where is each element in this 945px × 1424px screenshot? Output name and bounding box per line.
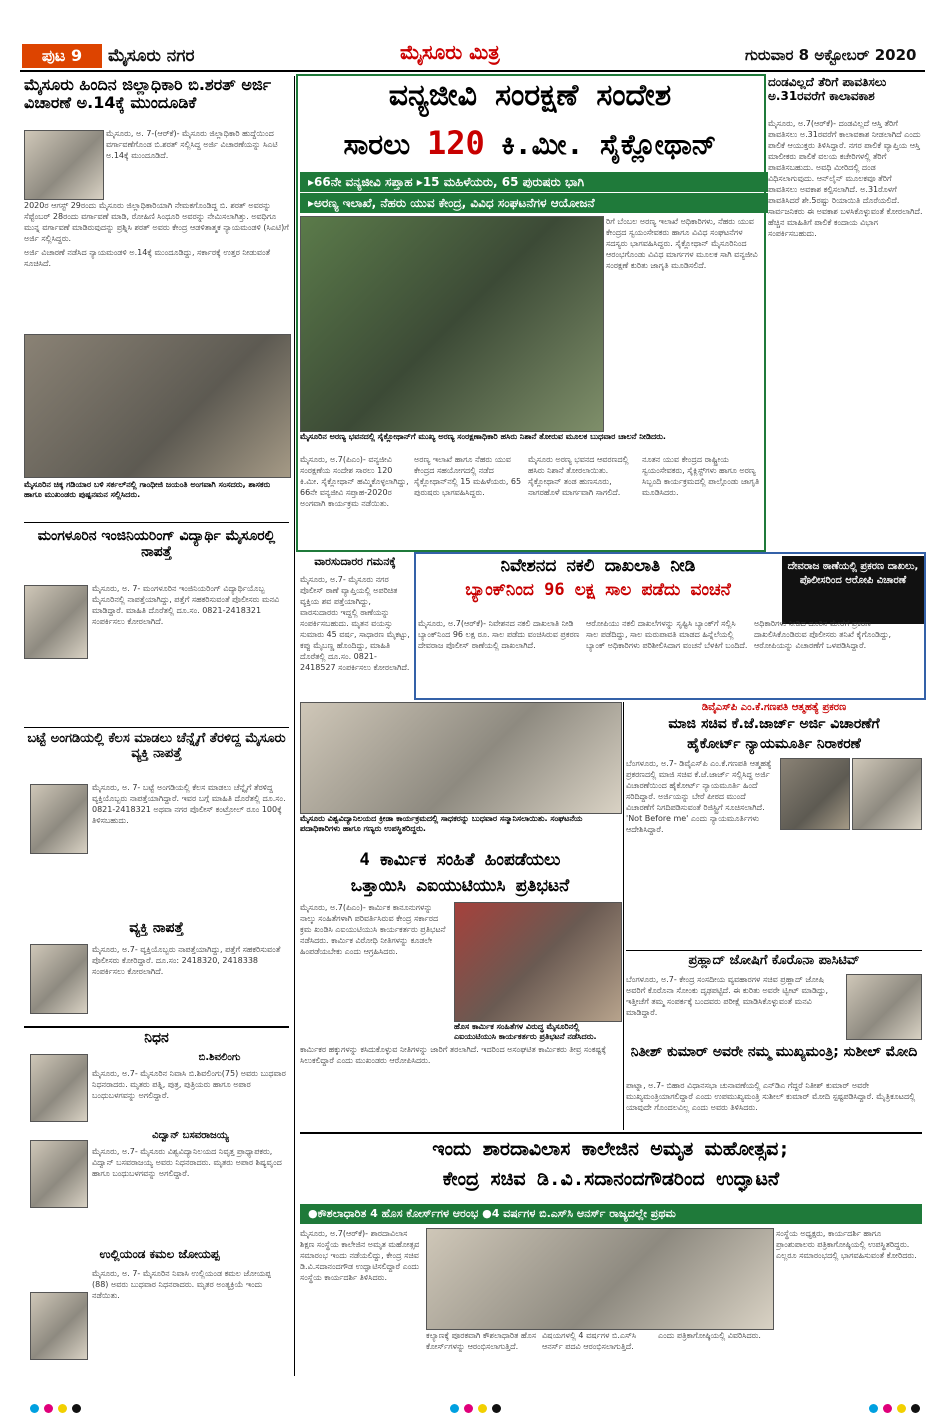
story-chennai-title: ಬಟ್ಟೆ ಅಂಗಡಿಯಲ್ಲಿ ಕೆಲಸ ಮಾಡಲು ಚೆನ್ನೈಗೆ ತೆರಳಿದ್ದ ಮೈಸೂರು ವ್ಯಕ್ತಿ ನಾಪತ್ತೆ: [27, 731, 286, 761]
george-kicker: ಡಿವೈಎಸ್‌ಪಿ ಎಂ.ಕೆ.ಗಣಪತಿ ಆತ್ಮಹತ್ಯೆ ಪ್ರಕರಣ: [701, 702, 847, 713]
tax-title: ದಂಡವಿಲ್ಲದೆ ತೆರಿಗೆ ಪಾವತಿಸಲು ಅ.31ರವರೆಗೆ ಕಾಲಾವಕಾಶ: [768, 75, 887, 103]
labour-col2: ಕಾರ್ಮಿಕರ ಹಕ್ಕುಗಳನ್ನು ಕಸಿದುಕೊಳ್ಳುವ ನೀತಿಗಳನ್ನು ಜಾರಿಗೆ ತರಲಾಗಿದೆ. ಇದರಿಂದ ಅಸಂಘಟಿತ ಕಾರ್ಮಿಕರು ತೀವ್ರ ಸಂಕಷ್ಟಕ್ಕೆ ಸಿಲುಕಲಿದ್ದಾರೆ ಎಂದು ಮುಖಂಡರು ಆರೋಪಿಸಿದರು.: [300, 1045, 607, 1065]
george-title-line2: ಹೈಕೋರ್ಟ್ ನ್ಯಾಯಮೂರ್ತಿ ನಿರಾಕರಣೆ: [687, 736, 861, 752]
obit1-name: ಬಿ.ಶಿವಲಿಂಗು: [198, 1052, 241, 1063]
fraud-story-box: [414, 552, 926, 700]
black-dot: [911, 1404, 920, 1413]
george-title-line1: ಮಾಜಿ ಸಚಿವ ಕೆ.ಜೆ.ಜಾರ್ಜ್ ಅರ್ಜಿ ವಿಚಾರಣೆಗೆ: [668, 716, 880, 732]
yellow-dot: [478, 1404, 487, 1413]
lead-highlight-bar1: ▸66ನೇ ವನ್ಯಜೀವಿ ಸಪ್ತಾಹ ▸15 ಮಹಿಳೆಯರು, 65 ಪುರುಷರು ಭಾಗಿ: [300, 172, 768, 192]
newspaper-brand: ಮೈಸೂರು ಮಿತ್ರ: [400, 40, 500, 64]
lead-col2: ಅರಣ್ಯ ಇಲಾಖೆ ಹಾಗೂ ನೆಹರು ಯುವ ಕೇಂದ್ರದ ಸಹಯೋಗದಲ್ಲಿ ನಡೆದ ಸೈಕ್ಲೋಥಾನ್‌ನಲ್ಲಿ 15 ಮಹಿಳೆಯರು, 65 ಪುರುಷರು ಭಾಗವಹಿಸಿದ್ದರು.: [414, 455, 522, 497]
obit3-body: ಮೈಸೂರು, ಅ. 7- ಮೈಸೂರಿನ ನಿವಾಸಿ ಉಲ್ಲಿಯಂಡ ಕಮಲ ಜೋಯಪ್ಪ (88) ಅವರು ಬುಧವಾರ ನಿಧನರಾದರು. ಮೃತರ ಅಂತ್ಯಕ್ರಿಯೆ ಇಂದು ನಡೆಯಿತು.: [92, 1269, 271, 1300]
nitish-body: ಪಾಟ್ನಾ, ಅ.7- ಬಿಹಾರ ವಿಧಾನಸಭಾ ಚುನಾವಣೆಯಲ್ಲಿ ಎನ್‌ಡಿಎ ಗೆದ್ದರೆ ನಿತೀಶ್ ಕುಮಾರ್ ಅವರೇ ಮುಖ್ಯಮಂತ್ರಿಯಾಗಲಿದ್ದಾರೆ ಎಂದು ಉಪಮುಖ್ಯಮಂತ್ರಿ ಸುಶೀಲ್ ಕುಮಾರ್ ಮೋದಿ ಸ್ಪಷ್ಟಪಡಿಸಿದ್ದಾರೆ. ಮೈತ್ರಿಕೂಟದಲ್ಲಿ ಯಾವುದೇ ಗೊಂದಲವಿಲ್ಲ ಎಂದು ಅವರು ತಿಳಿಸಿದರು.: [626, 1081, 916, 1112]
print-registration-strip: [30, 1404, 920, 1414]
column-rule: [294, 76, 295, 1376]
cyan-dot: [450, 1404, 459, 1413]
george-photo: [852, 758, 922, 830]
divider: [626, 950, 922, 951]
cyclothon-caption: ಮೈಸೂರಿನ ಅರಣ್ಯ ಭವನದಲ್ಲಿ ಸೈಕ್ಲೋಥಾನ್‌ಗೆ ಮುಖ್ಯ ಅರಣ್ಯ ಸಂರಕ್ಷಣಾಧಿಕಾರಿ ಹಸಿರು ನಿಶಾನೆ ತೋರುವ ಮೂಲಕ ಬುಧವಾರ ಚಾಲನೆ ನೀಡಿದರು.: [300, 432, 666, 441]
lead-title-suffix: ಕಿ.ಮೀ. ಸೈಕ್ಲೋಥಾನ್: [501, 128, 717, 161]
notice-body: ಮೈಸೂರು, ಅ.7- ಮೈಸೂರು ನಗರ ಪೊಲೀಸ್ ಠಾಣೆ ವ್ಯಾಪ್ತಿಯಲ್ಲಿ ಅಪರಿಚಿತ ವ್ಯಕ್ತಿಯ ಶವ ಪತ್ತೆಯಾಗಿದ್ದು, ವಾರಸುದಾರರು ಇದ್ದಲ್ಲಿ ಠಾಣೆಯನ್ನು ಸಂಪರ್ಕಿಸಬಹುದು. ಮೃತನ ವಯಸ್ಸು ಸುಮಾರು 45 ವರ್ಷ, ಸಾಧಾರಣ ಮೈಕಟ್ಟು, ಕಪ್ಪು ಮೈಬಣ್ಣ ಹೊಂದಿದ್ದು, ಮಾಹಿತಿ ದೊರೆತಲ್ಲಿ ದೂ.ಸಂ. 0821-2418527 ಸಂಪರ್ಕಿಸಲು ಕೋರಲಾಗಿದೆ.: [300, 575, 410, 672]
obit1-photo: [30, 1054, 88, 1122]
section-title: ಮೈಸೂರು ನಗರ: [108, 46, 195, 66]
cyan-dot: [869, 1404, 878, 1413]
sharada-title-line1: ಇಂದು ಶಾರದಾವಿಲಾಸ ಕಾಲೇಜಿನ ಅಮೃತ ಮಹೋತ್ಸವ;: [432, 1138, 790, 1160]
sharada-col3: ವಿಷಯಗಳಲ್ಲಿ 4 ವರ್ಷಗಳ ಬಿ.ಎಸ್‌ಸಿ ಆನರ್ಸ್ ಪದವಿ ಆರಂಭಿಸಲಾಗುತ್ತಿದೆ.: [542, 1331, 637, 1351]
george-body: ಬೆಂಗಳೂರು, ಅ.7- ಡಿವೈಎಸ್‌ಪಿ ಎಂ.ಕೆ.ಗಣಪತಿ ಆತ್ಮಹತ್ಯೆ ಪ್ರಕರಣದಲ್ಲಿ ಮಾಜಿ ಸಚಿವ ಕೆ.ಜೆ.ಜಾರ್ಜ್ ಸಲ್ಲಿಸಿದ್ದ ಅರ್ಜಿ ವಿಚಾರಣೆಯಿಂದ ಹೈಕೋರ್ಟ್ ನ್ಯಾಯಮೂರ್ತಿ ಹಿಂದೆ ಸರಿದಿದ್ದಾರೆ. ಅರ್ಜಿಯನ್ನು ಬೇರೆ ಪೀಠದ ಮುಂದೆ ವಿಚಾರಣೆಗೆ ನಿಗದಿಪಡಿಸುವಂತೆ ರಿಜಿಸ್ಟ್ರಿಗೆ ಸೂಚಿಸಲಾಗಿದೆ. 'Not Before me' ಎಂದು ನ್ಯಾಯಮೂರ್ತಿಗಳು ಆದೇಶಿಸಿದ್ದಾರೆ.: [626, 759, 772, 834]
divider: [24, 1026, 289, 1028]
sharada-col5: ಸಂಸ್ಥೆಯ ಅಧ್ಯಕ್ಷರು, ಕಾರ್ಯದರ್ಶಿ ಹಾಗೂ ಪ್ರಾಂಶುಪಾಲರು ಪತ್ರಿಕಾಗೋಷ್ಠಿಯಲ್ಲಿ ಉಪಸ್ಥಿತರಿದ್ದರು. ಎಲ್ಲರೂ ಸಮಾರಂಭದಲ್ಲಿ ಭಾಗವಹಿಸುವಂತೆ ಕೋರಿದರು.: [776, 1229, 917, 1260]
student-photo: [24, 585, 88, 659]
lead-side-text: ರಿಗೆ ಬೆಂಬಲ ಅರಣ್ಯ ಇಲಾಖೆ ಅಧಿಕಾರಿಗಳು, ನೆಹರು ಯುವ ಕೇಂದ್ರದ ಸ್ವಯಂಸೇವಕರು ಹಾಗೂ ವಿವಿಧ ಸಂಘಟನೆಗಳ ಸದಸ್ಯರು ಭಾಗವಹಿಸಿದ್ದರು. ಸೈಕ್ಲೋಥಾನ್ ಮೈಸೂರಿನಿಂದ ಆರಂಭಗೊಂಡು ವಿವಿಧ ಮಾರ್ಗಗಳ ಮೂಲಕ ಸಾಗಿ ವನ್ಯಜೀವಿ ಸಂರಕ್ಷಣೆ ಕುರಿತು ಜಾಗೃತಿ ಮೂಡಿಸಲಿದೆ.: [606, 217, 758, 270]
column-rule: [623, 702, 624, 1130]
protest-photo: [454, 902, 622, 1022]
obituary-header: ನಿಧನ: [144, 1030, 169, 1046]
sharada-highlight-bar: ●ಕೌಶಲಾಧಾರಿತ 4 ಹೊಸ ಕೋರ್ಸ್‌ಗಳ ಆರಂಭ ●4 ವರ್ಷಗಳ ಬಿ.ಎಸ್‌ಸಿ ಆನರ್ಸ್ ರಾಜ್ಯದಲ್ಲೇ ಪ್ರಥಮ: [300, 1204, 922, 1224]
lead-title-number: 120: [427, 124, 485, 162]
fraud-title-line2: ಬ್ಯಾಂಕ್‌ನಿಂದ 96 ಲಕ್ಷ ಸಾಲ ಪಡೆದು ವಂಚನೆ: [465, 580, 731, 600]
ganapathi-photo: [780, 758, 850, 830]
obit2-photo: [30, 1140, 88, 1208]
sharada-title-line2: ಕೇಂದ್ರ ಸಚಿವ ಡಿ.ವಿ.ಸದಾನಂದಗೌಡರಿಂದ ಉದ್ಘಾಟನೆ: [442, 1168, 780, 1190]
nitish-title: ನಿತೀಶ್ ಕುಮಾರ್ ಅವರೇ ನಮ್ಮ ಮುಖ್ಯಮಂತ್ರಿ; ಸುಶೀಲ್ ಮೋದಿ: [630, 1044, 918, 1060]
page-number: ಪುಟ 9: [22, 44, 102, 68]
yellow-dot: [897, 1404, 906, 1413]
labour-title-line2: ಒತ್ತಾಯಿಸಿ ಎಐಯುಟಿಯುಸಿ ಪ್ರತಿಭಟನೆ: [350, 876, 570, 896]
felicitation-photo: [300, 702, 622, 814]
story-student-body: ಮೈಸೂರು, ಅ. 7- ಮಂಗಳೂರಿನ ಇಂಜಿನಿಯರಿಂಗ್ ವಿದ್ಯಾರ್ಥಿಯೊಬ್ಬ ಮೈಸೂರಿನಲ್ಲಿ ನಾಪತ್ತೆಯಾಗಿದ್ದು, ಪತ್ತೆಗೆ ಸಹಕರಿಸುವಂತೆ ಪೊಲೀಸರು ಮನವಿ ಮಾಡಿದ್ದಾರೆ. ಮಾಹಿತಿ ದೊರೆತಲ್ಲಿ ದೂ.ಸಂ. 0821-2418321 ಸಂಪರ್ಕಿಸಲು ಕೋರಲಾಗಿದೆ.: [92, 584, 280, 626]
obit3-photo: [30, 1292, 88, 1360]
sharada-col2: ಕಲ್ಯಾಣಕ್ಕೆ ಪೂರಕವಾಗಿ ಕೌಶಲಾಧಾರಿತ ಹೊಸ ಕೋರ್ಸ್‌ಗಳನ್ನು ಆರಂಭಿಸಲಾಗುತ್ತಿದೆ.: [426, 1331, 537, 1351]
magenta-dot: [883, 1404, 892, 1413]
obit1-body: ಮೈಸೂರು, ಅ.7- ಮೈಸೂರಿನ ನಿವಾಸಿ ಬಿ.ಶಿವಲಿಂಗು(75) ಅವರು ಬುಧವಾರ ನಿಧನರಾದರು. ಮೃತರು ಪತ್ನಿ, ಪುತ್ರ, ಪುತ್ರಿಯರು ಹಾಗೂ ಅಪಾರ ಬಂಧುಬಳಗವನ್ನು ಅಗಲಿದ್ದಾರೆ.: [92, 1069, 286, 1100]
felicitation-caption: ಮೈಸೂರು ವಿಶ್ವವಿದ್ಯಾನಿಲಯದ ಕ್ರೀಡಾ ಕಾರ್ಯಕ್ರಮದಲ್ಲಿ ಸಾಧಕರನ್ನು ಬುಧವಾರ ಸನ್ಮಾನಿಸಲಾಯಿತು. ಸಂಘಟನೆಯ ಪದಾಧಿಕಾರಿಗಳು ಹಾಗೂ ಗಣ್ಯರು ಉಪಸ್ಥಿತರಿದ್ದರು.: [300, 814, 583, 833]
magenta-dot: [44, 1404, 53, 1413]
story-missing-title: ವ್ಯಕ್ತಿ ನಾಪತ್ತೆ: [129, 920, 184, 936]
fraud-tag: ದೇವರಾಜ ಠಾಣೆಯಲ್ಲಿ ಪ್ರಕರಣ ದಾಖಲು, ಪೊಲೀಸರಿಂದ ಆರೋಪಿ ವಿಚಾರಣೆ: [782, 556, 924, 624]
cyan-dot: [30, 1404, 39, 1413]
notice-title: ವಾರಸುದಾರರ ಗಮನಕ್ಕೆ: [314, 555, 396, 568]
registration-marks-left: [30, 1404, 81, 1414]
lead-col1: ಮೈಸೂರು, ಅ.7(ಪಿಎಂ)- ವನ್ಯಜೀವಿ ಸಂರಕ್ಷಣೆಯ ಸಂದೇಶ ಸಾರಲು 120 ಕಿ.ಮೀ. ಸೈಕ್ಲೋಥಾನ್ ಹಮ್ಮಿಕೊಳ್ಳಲಾಗಿದ್ದು, 66ನೇ ವನ್ಯಜೀವಿ ಸಪ್ತಾಹ-2020ರ ಅಂಗವಾಗಿ ಕಾರ್ಯಕ್ರಮ ನಡೆಯಿತು.: [300, 455, 409, 508]
lead-title-line1: ವನ್ಯಜೀವಿ ಸಂರಕ್ಷಣೆ ಸಂದೇಶ: [388, 78, 672, 113]
fraud-col3: ಅಧಿಕಾರಿಗಳು ನೀಡಿದ ದೂರಿನ ಮೇರೆಗೆ ಪ್ರಕರಣ ದಾಖಲಿಸಿಕೊಂಡಿರುವ ಪೊಲೀಸರು ತನಿಖೆ ಕೈಗೊಂಡಿದ್ದು, ಆರೋಪಿಯನ್ನು ವಿಚಾರಣೆಗೆ ಒಳಪಡಿಸಿದ್ದಾರೆ.: [754, 619, 892, 650]
magenta-dot: [464, 1404, 473, 1413]
divider: [24, 727, 289, 728]
protest-caption: ಹೊಸ ಕಾರ್ಮಿಕ ಸಂಹಿತೆಗಳ ವಿರುದ್ಧ ಮೈಸೂರಿನಲ್ಲಿ ಎಐಯುಟಿಯುಸಿ ಕಾರ್ಯಕರ್ತರು ಪ್ರತಿಭಟನೆ ನಡೆಸಿದರು.: [454, 1022, 597, 1041]
gandhi-tribute-photo: [24, 334, 291, 478]
fraud-col1: ಮೈಸೂರು, ಅ.7(ಆರ್‌ಕೆ)- ನಿವೇಶನದ ನಕಲಿ ದಾಖಲಾತಿ ನೀಡಿ ಬ್ಯಾಂಕ್‌ನಿಂದ 96 ಲಕ್ಷ ರೂ. ಸಾಲ ಪಡೆದು ವಂಚಿಸಿರುವ ಪ್ರಕರಣ ದೇವರಾಜ ಪೊಲೀಸ್ ಠಾಣೆಯಲ್ಲಿ ದಾಖಲಾಗಿದೆ.: [418, 619, 580, 650]
missing-person-photo: [30, 944, 88, 1014]
obit3-name: ಉಲ್ಲಿಯಂಡ ಕಮಲ ಜೋಯಪ್ಪ: [99, 1247, 220, 1261]
press-meet-photo: [426, 1228, 774, 1330]
story-sharath-body-cont: 2020ರ ಆಗಸ್ಟ್ 29ರಂದು ಮೈಸೂರು ಜಿಲ್ಲಾಧಿಕಾರಿಯಾಗಿ ನೇಮಕಗೊಂಡಿದ್ದ ಬಿ. ಶರತ್ ಅವರನ್ನು ಸೆಪ್ಟೆಂಬರ್ 28ರಂದು ವರ್ಗಾವಣೆ ಮಾಡಿ, ರೋಹಿಣಿ ಸಿಂಧೂರಿ ಅವರನ್ನು ನೇಮಿಸಲಾಗಿತ್ತು. ಅವಧಿಗೂ ಮುನ್ನ ವರ್ಗಾವಣೆ ಮಾಡಿರುವುದನ್ನು ಪ್ರಶ್ನಿಸಿ ಶರತ್ ಅವರು ಕೇಂದ್ರ ಆಡಳಿತಾತ್ಮಕ ನ್ಯಾಯಮಂಡಳಿ (ಸಿಎಟಿ)ಗೆ ಅರ್ಜಿ ಸಲ್ಲಿಸಿದ್ದರು. ಅರ್ಜಿ ವಿಚಾರಣೆ ನಡೆಸಿದ ನ್ಯಾಯಮಂಡಳಿ ಅ.14ಕ್ಕೆ ಮುಂದೂಡಿದ್ದು, ಸರ್ಕಾರಕ್ಕೆ ಉತ್ತರ ನೀಡುವಂತೆ ಸೂಚಿಸಿದೆ.: [24, 201, 289, 268]
pralhad-body: ಬೆಂಗಳೂರು, ಅ.7- ಕೇಂದ್ರ ಸಂಸದೀಯ ವ್ಯವಹಾರಗಳ ಸಚಿವ ಪ್ರಹ್ಲಾದ್ ಜೋಷಿ ಅವರಿಗೆ ಕೊರೊನಾ ಸೋಂಕು ದೃಢಪಟ್ಟಿದೆ. ಈ ಕುರಿತು ಅವರೇ ಟ್ವೀಟ್ ಮಾಡಿದ್ದು, ಇತ್ತೀಚೆಗೆ ತಮ್ಮ ಸಂಪರ್ಕಕ್ಕೆ ಬಂದವರು ಪರೀಕ್ಷೆ ಮಾಡಿಸಿಕೊಳ್ಳುವಂತೆ ಮನವಿ ಮಾಡಿದ್ದಾರೆ.: [626, 975, 829, 1017]
yellow-dot: [58, 1404, 67, 1413]
divider: [300, 1132, 922, 1134]
story-missing-body: ಮೈಸೂರು, ಅ.7- ವ್ಯಕ್ತಿಯೊಬ್ಬರು ನಾಪತ್ತೆಯಾಗಿದ್ದು, ಪತ್ತೆಗೆ ಸಹಕರಿಸುವಂತೆ ಪೊಲೀಸರು ಕೋರಿದ್ದಾರೆ. ದೂ.ಸಂ: 2418320, 2418338 ಸಂಪರ್ಕಿಸಲು ಕೋರಲಾಗಿದೆ.: [92, 945, 281, 976]
story-student-title: ಮಂಗಳೂರಿನ ಇಂಜಿನಿಯರಿಂಗ್ ವಿದ್ಯಾರ್ಥಿ ಮೈಸೂರಲ್ಲಿ ನಾಪತ್ತೆ: [37, 528, 276, 561]
obit2-name: ವಿದ್ವಾನ್ ಬಸವರಾಜಯ್ಯ: [152, 1130, 229, 1141]
sharath-photo: [24, 130, 104, 200]
divider: [24, 522, 289, 523]
pralhad-title: ಪ್ರಹ್ಲಾದ್ ಜೋಷಿಗೆ ಕೊರೊನಾ ಪಾಸಿಟಿವ್: [688, 953, 860, 968]
lead-col4: ನೂತನ ಯುವ ಕೇಂದ್ರದ ರಾಷ್ಟ್ರೀಯ ಸ್ವಯಂಸೇವಕರು, ಸೈಕ್ಲಿಸ್ಟ್‌ಗಳು ಹಾಗೂ ಅರಣ್ಯ ಸಿಬ್ಬಂದಿ ಕಾರ್ಯಕ್ರಮದಲ್ಲಿ ಪಾಲ್ಗೊಂಡು ಜಾಗೃತಿ ಮೂಡಿಸಿದರು.: [642, 455, 760, 497]
story-sharath-body: ಮೈಸೂರು, ಅ. 7-(ಆರ್‌ಕೆ)- ಮೈಸೂರು ಜಿಲ್ಲಾಧಿಕಾರಿ ಹುದ್ದೆಯಿಂದ ವರ್ಗಾವಣೆಗೊಂಡ ಬಿ.ಶರತ್ ಸಲ್ಲಿಸಿದ್ದ ಅರ್ಜಿ ವಿಚಾರಣೆಯನ್ನು ಸಿಎಟಿ ಅ.14ಕ್ಕೆ ಮುಂದೂಡಿದೆ.: [106, 129, 278, 160]
registration-marks-right: [869, 1404, 920, 1414]
lead-highlight-bar2: ▸ಅರಣ್ಯ ಇಲಾಖೆ, ನೆಹರು ಯುವ ಕೇಂದ್ರ, ವಿವಿಧ ಸಂಘಟನೆಗಳ ಆಯೋಜನೆ: [300, 193, 768, 213]
sharada-col1: ಮೈಸೂರು, ಅ.7(ಆರ್‌ಕೆ)- ಶಾರದಾವಿಲಾಸ ಶಿಕ್ಷಣ ಸಂಸ್ಥೆಯ ಕಾಲೇಜಿನ ಅಮೃತ ಮಹೋತ್ಸವ ಸಮಾರಂಭ ಇಂದು ನಡೆಯಲಿದ್ದು, ಕೇಂದ್ರ ಸಚಿವ ಡಿ.ವಿ.ಸದಾನಂದಗೌಡ ಉದ್ಘಾಟಿಸಲಿದ್ದಾರೆ ಎಂದು ಸಂಸ್ಥೆಯ ಕಾರ್ಯದರ್ಶಿ ತಿಳಿಸಿದರು.: [300, 1229, 420, 1282]
sharada-col4: ಎಂದು ಪತ್ರಿಕಾಗೋಷ್ಠಿಯಲ್ಲಿ ವಿವರಿಸಿದರು.: [658, 1331, 761, 1340]
fraud-title-line1: ನಿವೇಶನದ ನಕಲಿ ದಾಖಲಾತಿ ನೀಡಿ: [500, 556, 696, 576]
black-dot: [72, 1404, 81, 1413]
story-chennai-body: ಮೈಸೂರು, ಅ. 7- ಬಟ್ಟೆ ಅಂಗಡಿಯಲ್ಲಿ ಕೆಲಸ ಮಾಡಲು ಚೆನ್ನೈಗೆ ತೆರಳಿದ್ದ ವ್ಯಕ್ತಿಯೊಬ್ಬರು ನಾಪತ್ತೆಯಾಗಿದ್ದಾರೆ. ಇವರ ಬಗ್ಗೆ ಮಾಹಿತಿ ದೊರೆತಲ್ಲಿ ದೂ.ಸಂ. 0821-2418321 ಅಥವಾ ನಗರ ಪೊಲೀಸ್ ಕಂಟ್ರೋಲ್ ರೂಂ 100ಕ್ಕೆ ತಿಳಿಸಬಹುದು.: [92, 783, 286, 825]
story-sharath-title: ಮೈಸೂರು ಹಿಂದಿನ ಜಿಲ್ಲಾಧಿಕಾರಿ ಬಿ.ಶರತ್ ಅರ್ಜಿ ವಿಚಾರಣೆ ಅ.14ಕ್ಕೆ ಮುಂದೂಡಿಕೆ: [24, 75, 271, 113]
pralhad-photo: [846, 974, 922, 1040]
lead-story-box: [296, 74, 766, 552]
obit2-body: ಮೈಸೂರು, ಅ.7- ಮೈಸೂರು ವಿಶ್ವವಿದ್ಯಾನಿಲಯದ ನಿವೃತ್ತ ಪ್ರಾಧ್ಯಾಪಕರು, ವಿದ್ವಾನ್ ಬಸವರಾಜಯ್ಯ ಅವರು ನಿಧನರಾದರು. ಮೃತರು ಅಪಾರ ಶಿಷ್ಯವೃಂದ ಹಾಗೂ ಬಂಧುಬಳಗವನ್ನು ಅಗಲಿದ್ದಾರೆ.: [92, 1147, 282, 1178]
missing-man-photo: [30, 784, 88, 854]
issue-date: ಗುರುವಾರ 8 ಅಕ್ಟೋಬರ್ 2020: [745, 46, 917, 64]
registration-marks-center: [450, 1404, 501, 1414]
photo-caption-left: ಮೈಸೂರಿನ ಚಿಕ್ಕ ಗಡಿಯಾರ ಬಳಿ ಸರ್ಕಲ್‌ನಲ್ಲಿ ಗಾಂಧೀಜಿ ಜಯಂತಿ ಅಂಗವಾಗಿ ಸಂಸದರು, ಶಾಸಕರು ಹಾಗೂ ಮುಖಂಡರು ಪುಷ್ಪನಮನ ಸಲ್ಲಿಸಿದರು.: [24, 480, 271, 499]
tax-body: ಮೈಸೂರು, ಅ.7(ಆರ್‌ಕೆ)- ದಂಡವಿಲ್ಲದೆ ಆಸ್ತಿ ತೆರಿಗೆ ಪಾವತಿಸಲು ಅ.31ರವರೆಗೆ ಕಾಲಾವಕಾಶ ನೀಡಲಾಗಿದೆ ಎಂದು ಪಾಲಿಕೆ ಆಯುಕ್ತರು ತಿಳಿಸಿದ್ದಾರೆ. ನಗರ ಪಾಲಿಕೆ ವ್ಯಾಪ್ತಿಯ ಆಸ್ತಿ ಮಾಲೀಕರು ಪಾಲಿಕೆ ವಲಯ ಕಚೇರಿಗಳಲ್ಲಿ ತೆರಿಗೆ ಪಾವತಿಸಬಹುದು. ಅವಧಿ ಮೀರಿದಲ್ಲಿ ದಂಡ ವಿಧಿಸಲಾಗುವುದು. ಆನ್‌ಲೈನ್ ಮೂಲಕವೂ ತೆರಿಗೆ ಪಾವತಿಸಲು ಅವಕಾಶ ಕಲ್ಪಿಸಲಾಗಿದೆ. ಅ.31ರೊಳಗೆ ಪಾವತಿಸಿದರೆ ಶೇ.5ರಷ್ಟು ರಿಯಾಯಿತಿ ದೊರೆಯಲಿದೆ. ಸಾರ್ವಜನಿಕರು ಈ ಅವಕಾಶ ಬಳಸಿಕೊಳ್ಳುವಂತೆ ಕೋರಲಾಗಿದೆ. ಹೆಚ್ಚಿನ ಮಾಹಿತಿಗೆ ಪಾಲಿಕೆ ಕಂದಾಯ ವಿಭಾಗ ಸಂಪರ್ಕಿಸಬಹುದು.: [768, 119, 923, 238]
fraud-col2: ಆರೋಪಿಯು ನಕಲಿ ದಾಖಲೆಗಳನ್ನು ಸೃಷ್ಟಿಸಿ ಬ್ಯಾಂಕ್‌ಗೆ ಸಲ್ಲಿಸಿ ಸಾಲ ಪಡೆದಿದ್ದು, ಸಾಲ ಮರುಪಾವತಿ ಮಾಡದ ಹಿನ್ನೆಲೆಯಲ್ಲಿ ಬ್ಯಾಂಕ್ ಅಧಿಕಾರಿಗಳು ಪರಿಶೀಲಿಸಿದಾಗ ವಂಚನೆ ಬೆಳಕಿಗೆ ಬಂದಿದೆ.: [586, 619, 748, 650]
lead-title-prefix: ಸಾರಲು: [343, 128, 411, 161]
lead-col3: ಮೈಸೂರು ಅರಣ್ಯ ಭವನದ ಆವರಣದಲ್ಲಿ ಹಸಿರು ನಿಶಾನೆ ತೋರಲಾಯಿತು. ಸೈಕ್ಲೋಥಾನ್ ತಂಡ ಹುಣಸೂರು, ನಾಗರಹೊಳೆ ಮಾರ್ಗವಾಗಿ ಸಾಗಲಿದೆ.: [528, 455, 629, 497]
labour-col1: ಮೈಸೂರು, ಅ.7(ಪಿಎಂ)- ಕಾರ್ಮಿಕ ಕಾನೂನುಗಳನ್ನು ನಾಲ್ಕು ಸಂಹಿತೆಗಳಾಗಿ ಪರಿವರ್ತಿಸಿರುವ ಕೇಂದ್ರ ಸರ್ಕಾರದ ಕ್ರಮ ಖಂಡಿಸಿ ಎಐಯುಟಿಯುಸಿ ಕಾರ್ಯಕರ್ತರು ಪ್ರತಿಭಟನೆ ನಡೆಸಿದರು. ಕಾರ್ಮಿಕ ವಿರೋಧಿ ನೀತಿಗಳನ್ನು ಕೂಡಲೇ ಹಿಂಪಡೆಯಬೇಕು ಎಂದು ಆಗ್ರಹಿಸಿದರು.: [300, 903, 446, 956]
labour-title-line1: 4 ಕಾರ್ಮಿಕ ಸಂಹಿತೆ ಹಿಂಪಡೆಯಲು: [359, 850, 561, 870]
black-dot: [492, 1404, 501, 1413]
